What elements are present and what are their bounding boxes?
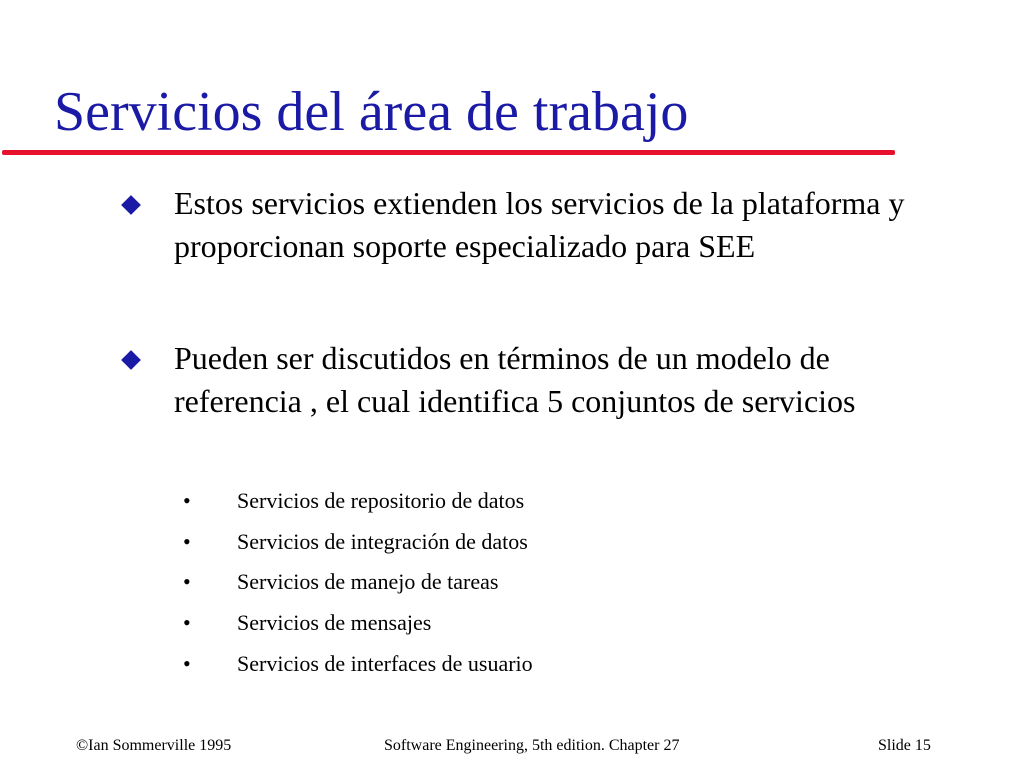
bullet-text: Estos servicios extienden los servicios de la plataforma y proporcionan soporte especializado para SEE [174, 185, 905, 264]
sub-bullet-text: Servicios de mensajes [237, 610, 432, 635]
slide-title: Servicios del área de trabajo [54, 81, 689, 143]
dot-bullet-icon: • [183, 569, 191, 594]
dot-bullet-icon: • [183, 610, 191, 635]
footer-book-title: Software Engineering, 5th edition. Chapter 27 [384, 737, 680, 754]
dot-bullet-icon: • [183, 651, 191, 676]
footer-slide-number: Slide 15 [878, 737, 931, 754]
sub-bullet-text: Servicios de interfaces de usuario [237, 651, 533, 676]
title-underline [2, 150, 895, 155]
sub-bullet-text: Servicios de integración de datos [237, 529, 528, 554]
dot-bullet-icon: • [183, 488, 191, 513]
footer-copyright: ©Ian Sommerville 1995 [76, 737, 232, 754]
diamond-bullet-icon [121, 195, 141, 215]
bullet-text: Pueden ser discutidos en términos de un modelo de referencia , el cual identifica 5 conjuntos de servicios [174, 340, 856, 419]
sub-bullet-text: Servicios de repositorio de datos [237, 488, 525, 513]
dot-bullet-icon: • [183, 529, 191, 554]
diamond-bullet-icon [121, 350, 141, 370]
sub-bullet-text: Servicios de manejo de tareas [237, 569, 499, 594]
